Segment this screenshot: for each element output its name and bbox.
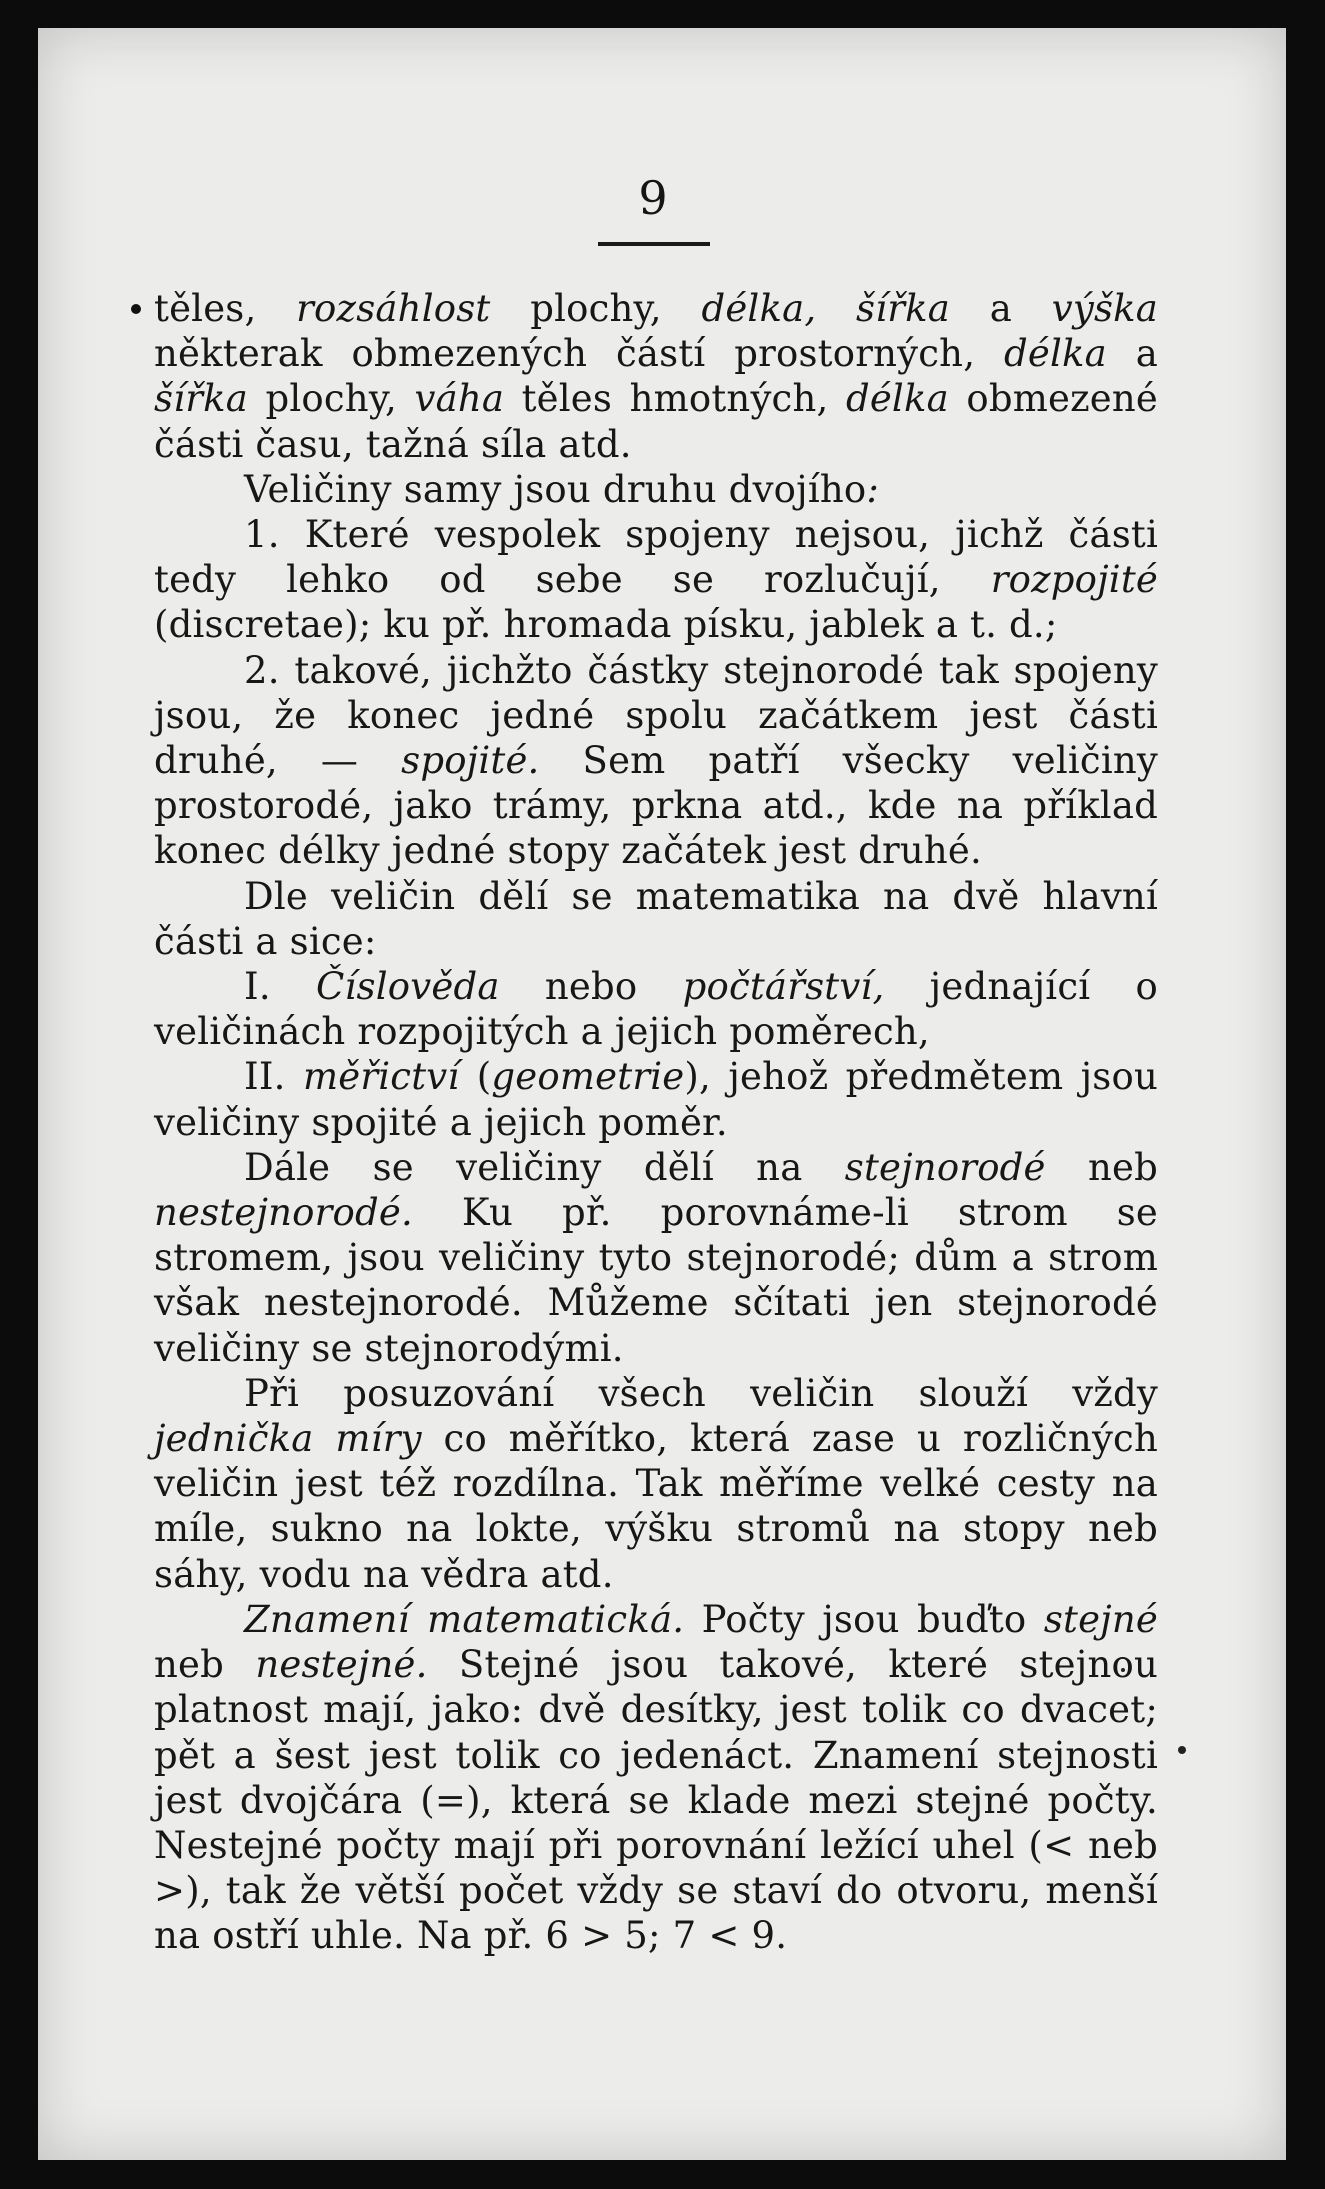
italic-term: rozpojité — [990, 558, 1158, 602]
text-run: II. — [244, 1055, 303, 1099]
text-run: ), jehož předmětem jsou veličiny spojité a jejich poměr. — [154, 1055, 1158, 1144]
text-run: Při posuzování všech veličin slouží vždy — [244, 1371, 1158, 1415]
italic-term: nestejnorodé. — [154, 1191, 413, 1235]
italic-term: jednička míry — [154, 1417, 422, 1461]
page-number: 9 — [638, 171, 668, 225]
italic-term: délka — [1004, 332, 1107, 376]
text-run: ( — [459, 1055, 492, 1099]
paragraph — [154, 964, 1158, 1054]
italic-term: délka — [845, 377, 949, 421]
text-run: některak obmezených částí prostorných, — [154, 332, 1004, 376]
text-run: neb — [154, 1643, 256, 1687]
body-text — [154, 286, 1158, 1959]
italic-term: měřictví — [302, 1055, 460, 1099]
paragraph — [154, 874, 1158, 964]
text-run: neb — [1045, 1145, 1158, 1189]
italic-term: počtářství, — [682, 965, 885, 1009]
text-run: I. — [244, 965, 317, 1009]
text-run: a — [1106, 332, 1158, 376]
text-run: Dle veličin dělí se matematika na dvě hlavní části a sice: — [154, 874, 1158, 963]
paragraph — [154, 1597, 1158, 1959]
text-run: Počty jsou buďto — [684, 1597, 1044, 1641]
paragraph — [154, 1054, 1158, 1144]
paragraph — [154, 512, 1158, 648]
text-run: Dále se veličiny dělí na — [244, 1145, 845, 1189]
text-run: plochy, — [490, 287, 702, 330]
margin-dot — [131, 304, 141, 314]
text-run: co měřítko, která zase u rozličných veličin jest též rozdílna. Tak měříme velké cesty na míle, sukno na lokte, výšku stromů na stopy neb sáhy, vodu na vědra atd. — [154, 1417, 1158, 1596]
italic-term: stejné — [1043, 1597, 1158, 1641]
paragraph — [154, 648, 1158, 874]
text-run: nebo — [499, 965, 683, 1009]
italic-term: výška — [1051, 287, 1159, 330]
paragraph — [154, 1145, 1158, 1371]
paragraph — [154, 467, 1158, 512]
text-run: Veličiny samy jsou druhu dvojího — [244, 467, 867, 511]
text-run: Sem patří všecky veličiny prostorodé, jako trámy, prkna atd., kde na příklad konec délky jedné stopy začátek jest druhé. — [154, 739, 1159, 873]
italic-term: rozsáhlost — [296, 287, 491, 330]
italic-term: : — [866, 467, 880, 511]
italic-term: Číslověda — [316, 965, 500, 1009]
text-run: (discretae); ku př. hromada písku, jablek a t. d.; — [154, 603, 1058, 647]
italic-term: šířka — [154, 377, 248, 421]
italic-term: nestejné. — [255, 1643, 428, 1687]
text-run: 1. Které vespolek spojeny nejsou, jichž části tedy lehko od sebe se rozlučují, — [154, 513, 1158, 602]
text-run: jednající o veličinách rozpojitých a jejich poměrech, — [154, 965, 1158, 1054]
text-run: Ku př. porovnáme-li strom se stromem, jsou veličiny tyto stejnorodé; dům a strom však nestejnorodé. Můžeme sčítati jen stejnorodé veličiny se stejnorodými. — [154, 1191, 1158, 1370]
text-run: Stejné jsou takové, které stejnou platnost mají, jako: dvě desítky, jest tolik co dvacet; pět a šest jest tolik co jedenáct. Znamení stejnosti jest dvojčára (=), která se klade mezi stejné počty. Nestejné počty mají při porovnání ležící uhel (< neb >), tak že větší počet vždy se staví do otvoru, menší na ostří uhle. Na př. 6 > 5; 7 < 9. — [154, 1643, 1158, 1958]
italic-term: spojité. — [401, 739, 540, 783]
text-run: obmezené části času, tažná síla atd. — [154, 377, 1158, 466]
italic-term: Znamení matematická. — [244, 1597, 685, 1641]
italic-term: váha — [414, 377, 505, 421]
text-run: a — [950, 287, 1052, 330]
page-number-rule — [598, 242, 710, 246]
book-page — [38, 28, 1286, 2160]
ink-speck — [1178, 1746, 1186, 1754]
paragraph — [154, 286, 1158, 467]
paragraph — [154, 1371, 1158, 1597]
text-run — [816, 287, 856, 330]
text-run: těles, — [154, 287, 297, 330]
italic-term: stejnorodé — [844, 1145, 1046, 1189]
text-run: 2. takové, jichžto částky stejnorodé tak spojeny jsou, že konec jedné spolu začátkem jest části druhé, — — [154, 648, 1158, 783]
italic-term: šířka — [856, 287, 951, 330]
italic-term: geometrie — [491, 1055, 685, 1099]
text-run: plochy, — [248, 377, 415, 421]
text-run: těles hmotných, — [504, 377, 846, 421]
italic-term: délka, — [701, 287, 817, 330]
